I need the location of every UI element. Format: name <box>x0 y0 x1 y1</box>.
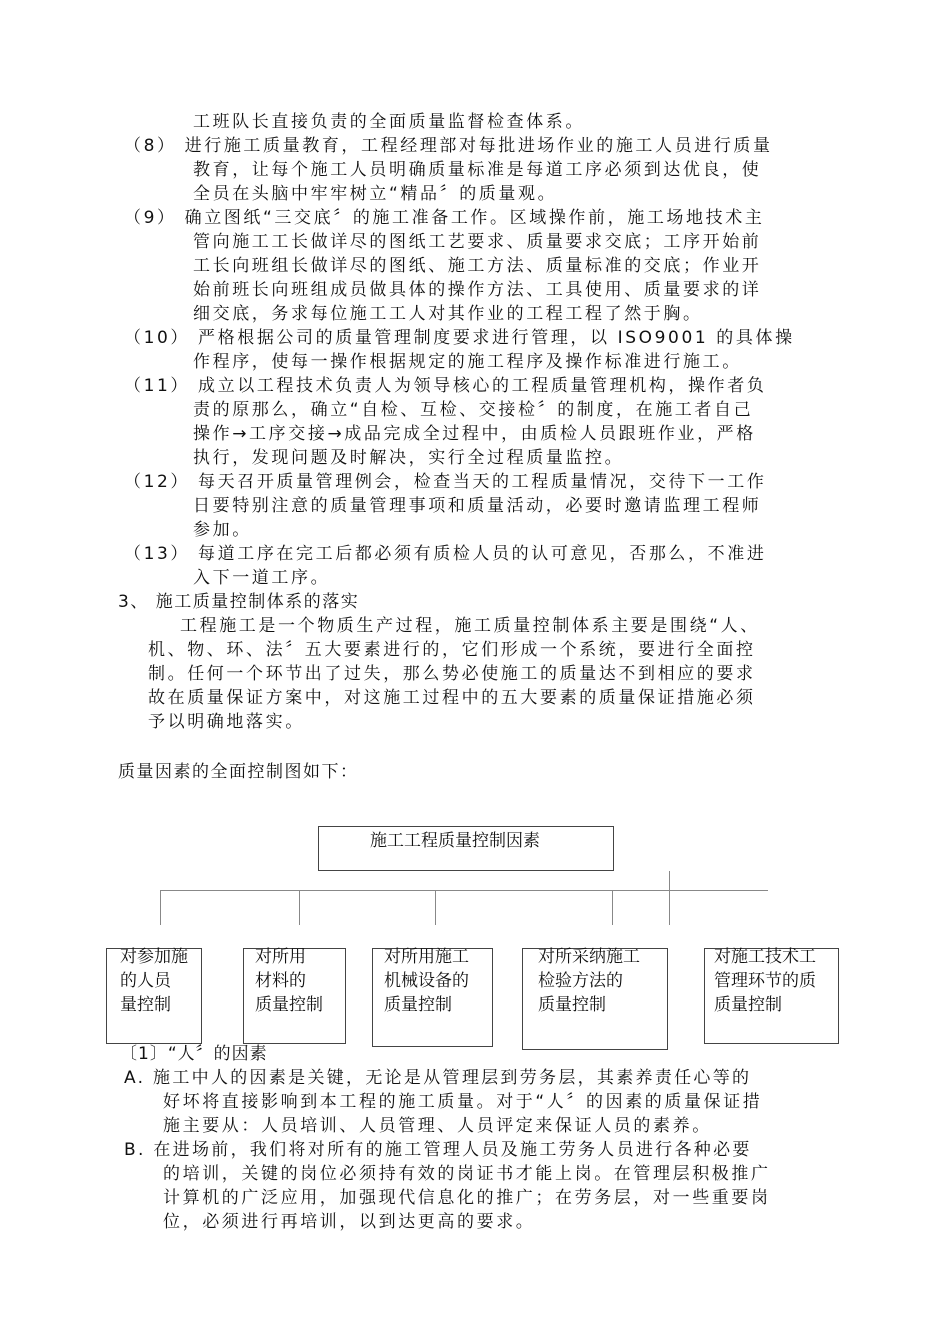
text-line: （10） 严格根据公司的质量管理制度要求进行管理，以 ISO9001 的具体操 <box>124 328 795 348</box>
text-line: （13） 每道工序在完工后都必须有质检人员的认可意见，否那么，不准进 <box>124 544 767 564</box>
text-line: （8） 进行施工质量教育，工程经理部对每批进场作业的施工人员进行质量 <box>124 136 773 156</box>
text-line: 始前班长向班组成员做具体的操作方法、工具使用、质量要求的详 <box>193 280 762 300</box>
diagram-branch-label: 对施工技术工 管理环节的质 质量控制 <box>714 947 816 1015</box>
diagram-branch-label: 对所用 材料的 质量控制 <box>255 947 323 1015</box>
text-line: 制。任何一个环节出了过失，那么势必使施工的质量达不到相应的要求 <box>148 664 756 684</box>
text-line: 质量因素的全面控制图如下： <box>118 762 359 782</box>
text-line: 施主要从：人员培训、人员管理、人员评定来保证人员的素养。 <box>163 1116 712 1136</box>
text-line: （12） 每天召开质量管理例会，检查当天的工程质量情况，交待下一工作 <box>124 472 767 492</box>
text-line: 故在质量保证方案中，对这施工过程中的五大要素的质量保证措施必须 <box>148 688 756 708</box>
text-line: 工程施工是一个物质生产过程，施工质量控制体系主要是围绕“人、 <box>180 616 760 636</box>
diagram-branch-line <box>299 890 300 925</box>
diagram-bus <box>160 890 768 891</box>
text-line: 细交底，务求每位施工工人对其作业的工程工程了然于胸。 <box>193 304 703 324</box>
diagram-root-label: 施工工程质量控制因素 <box>370 831 540 851</box>
diagram-trunk <box>669 871 670 925</box>
diagram-branch-line <box>160 890 161 925</box>
text-line: 计算机的广泛应用，加强现代信息化的推广；在劳务层，对一些重要岗 <box>163 1188 771 1208</box>
text-line: 予以明确地落实。 <box>148 712 305 732</box>
text-line: 工班队长直接负责的全面质量监督检查体系。 <box>193 112 585 132</box>
text-line: 参加。 <box>193 520 252 540</box>
diagram-branch-label: 对参加施 的人员 量控制 <box>120 947 188 1015</box>
subsection-heading: 〔1〕“人〞的因素 <box>120 1044 268 1064</box>
text-line: 管向施工工长做详尽的图纸工艺要求、质量要求交底；工序开始前 <box>193 232 762 252</box>
text-line: 好坏将直接影响到本工程的施工质量。对于“人〞的因素的质量保证措 <box>163 1092 763 1112</box>
text-line: B. 在进场前，我们将对所有的施工管理人员及施工劳务人员进行各种必要 <box>124 1140 752 1160</box>
text-line: 入下一道工序。 <box>193 568 331 588</box>
text-line: 教育，让每个施工人员明确质量标准是每道工序必须到达优良，使 <box>193 160 762 180</box>
text-line: 全员在头脑中牢牢树立“精品〞的质量观。 <box>193 184 558 204</box>
text-line: A. 施工中人的因素是关键，无论是从管理层到劳务层，其素养责任心等的 <box>124 1068 752 1088</box>
section-heading: 3、 施工质量控制体系的落实 <box>118 592 360 612</box>
diagram-branch-label: 对所采纳施工 检验方法的 质量控制 <box>538 947 640 1015</box>
diagram-branch-line <box>435 890 436 925</box>
text-line: 位，必须进行再培训，以到达更高的要求。 <box>163 1212 536 1232</box>
text-line: 执行，发现问题及时解决，实行全过程质量监控。 <box>193 448 625 468</box>
text-line: 作程序，使每一操作根据规定的施工程序及操作标准进行施工。 <box>193 352 742 372</box>
text-line: 机、物、环、法〞五大要素进行的，它们形成一个系统，要进行全面控 <box>148 640 756 660</box>
text-line: 责的原那么，确立“自检、互检、交接检〞的制度，在施工者自己 <box>193 400 754 420</box>
text-line: （11） 成立以工程技术负责人为领导核心的工程质量管理机构，操作者负 <box>124 376 767 396</box>
text-line: （9） 确立图纸“三交底〞的施工准备工作。区域操作前，施工场地技术主 <box>124 208 765 228</box>
diagram-branch-label: 对所用施工 机械设备的 质量控制 <box>384 947 469 1015</box>
text-line: 的培训，关键的岗位必须持有效的岗证书才能上岗。在管理层积极推广 <box>163 1164 771 1184</box>
text-line: 日要特别注意的质量管理事项和质量活动，必要时邀请监理工程师 <box>193 496 762 516</box>
diagram-branch-line <box>612 890 613 925</box>
text-line: 工长向班组长做详尽的图纸、施工方法、质量标准的交底；作业开 <box>193 256 762 276</box>
text-line: 操作→工序交接→成品完成全过程中，由质检人员跟班作业，严格 <box>193 424 756 444</box>
